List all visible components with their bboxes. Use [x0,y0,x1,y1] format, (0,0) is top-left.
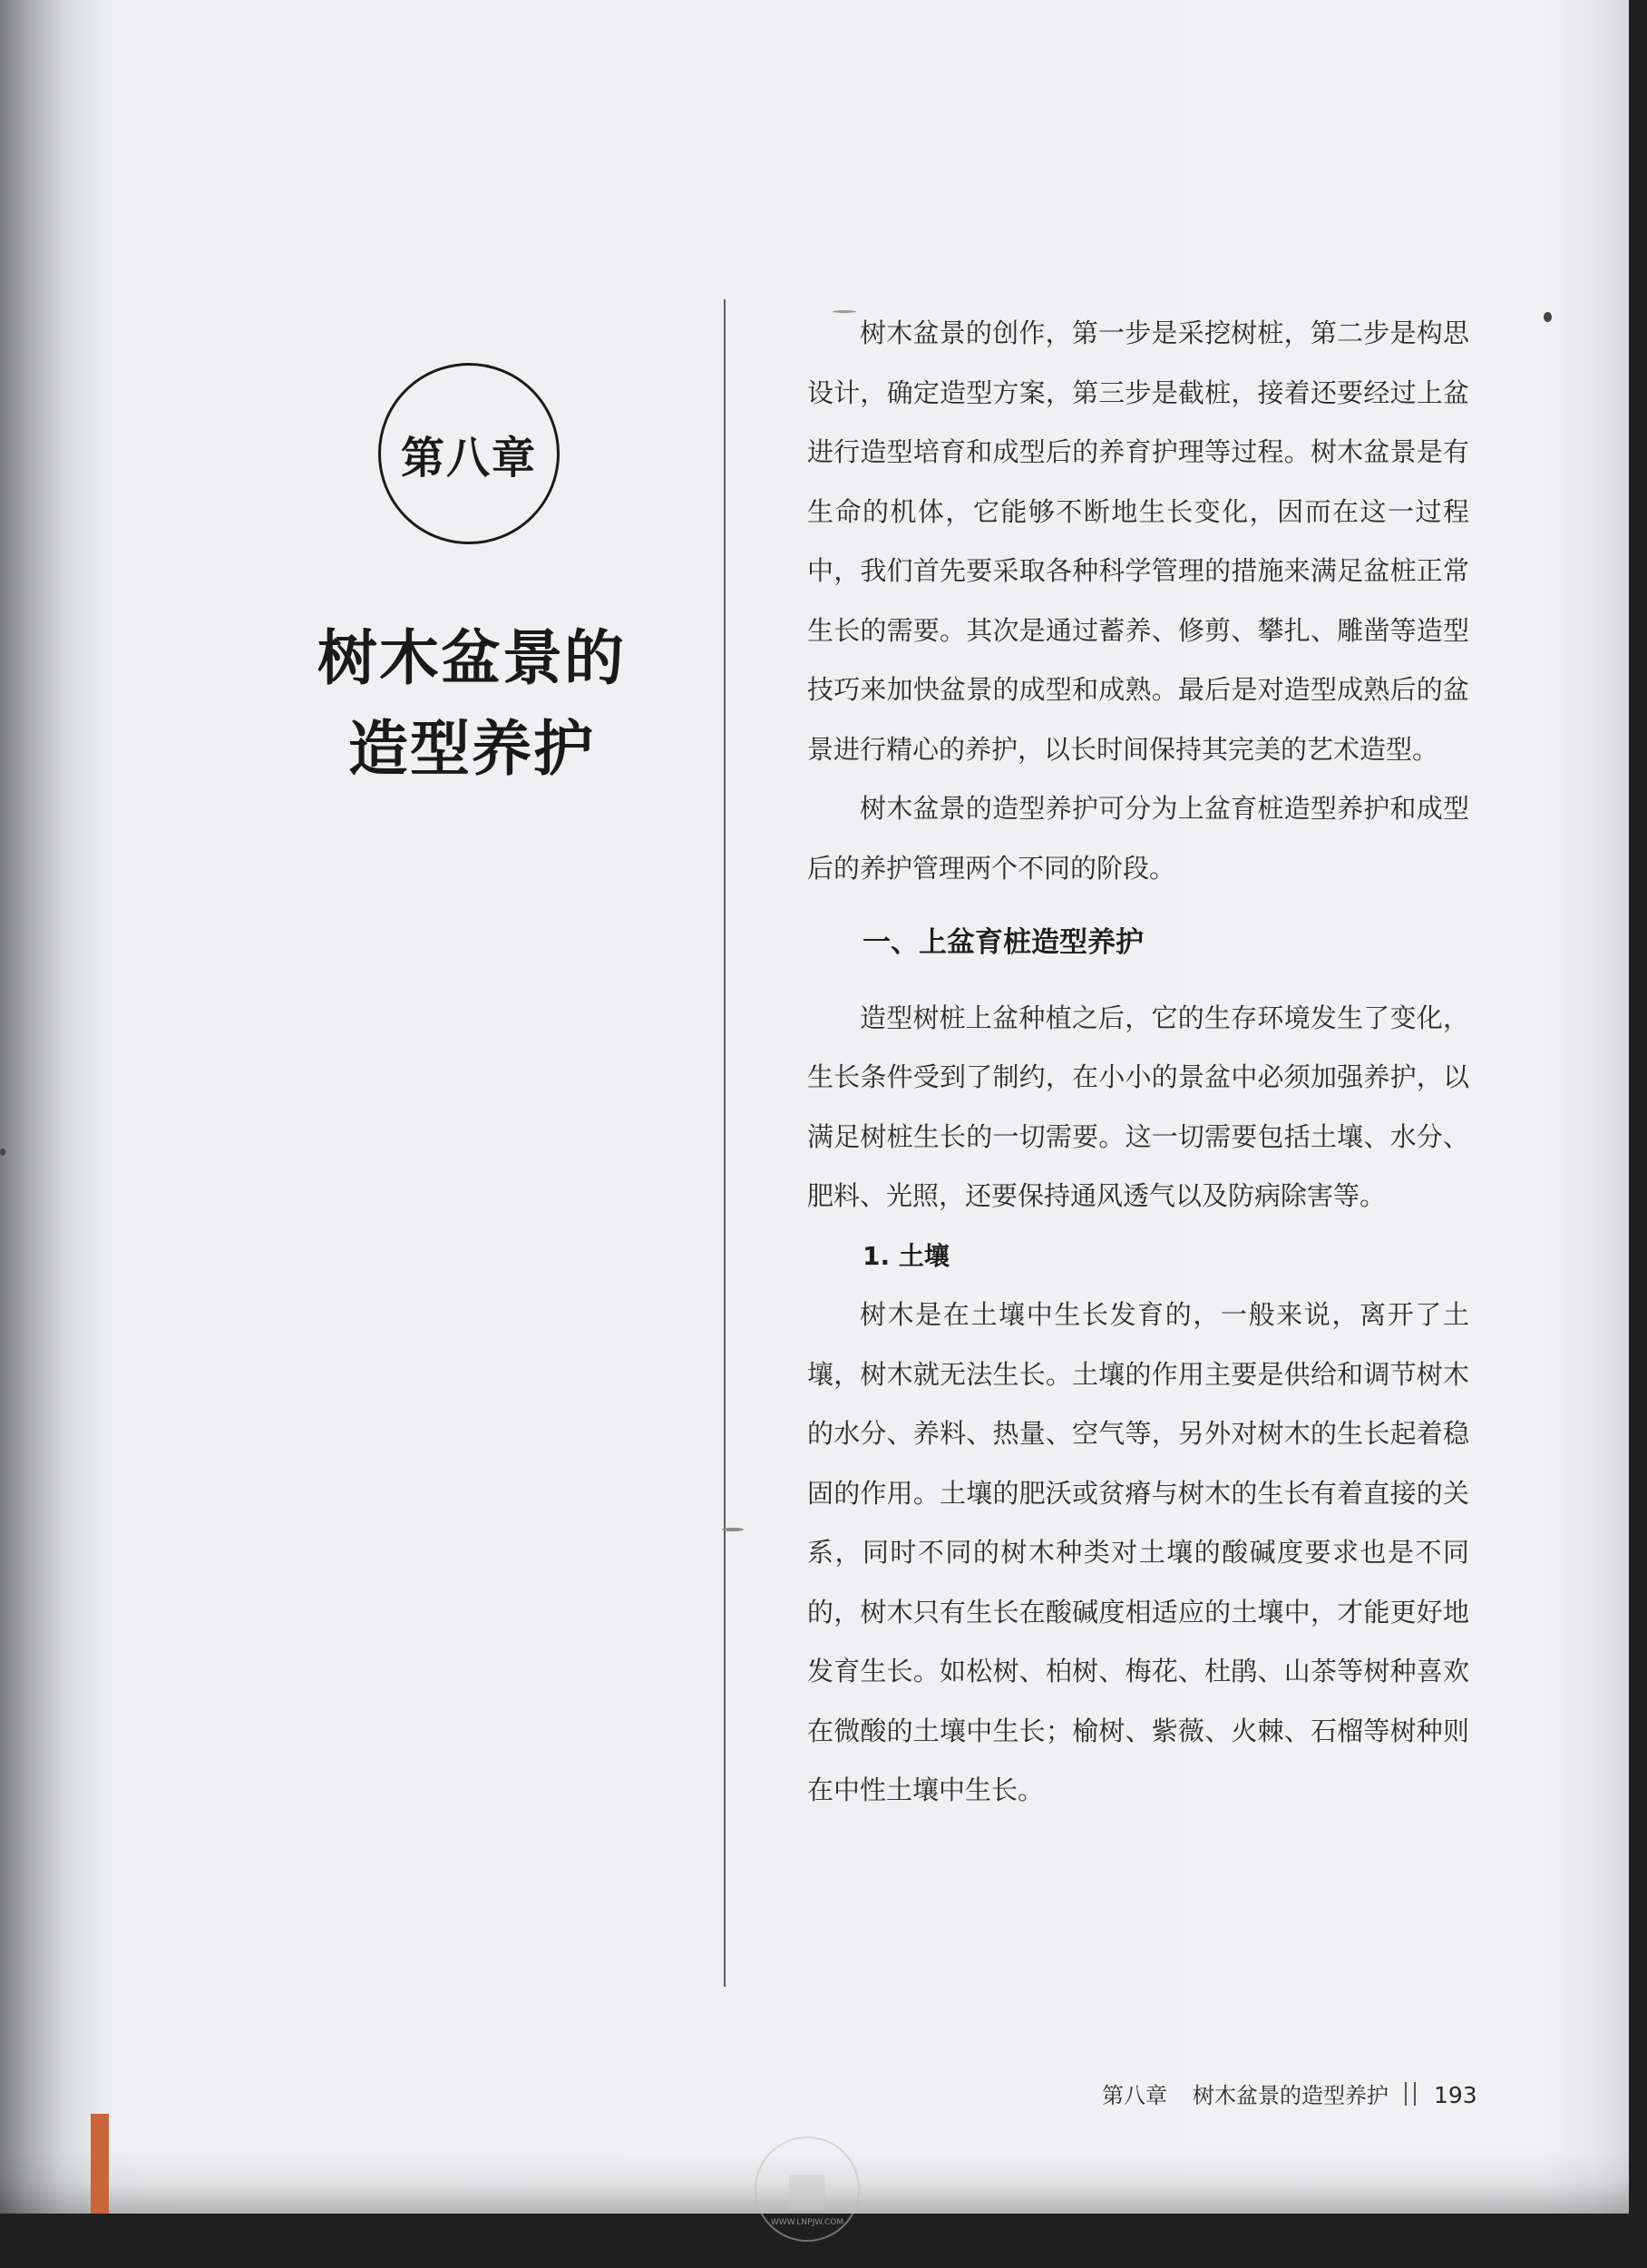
subsection-paragraph: 树木是在土壤中生长发育的，一般来说，离开了土壤，树木就无法生长。土壤的作用主要是供给和调节树木的水分、养料、热量、空气等，另外对树木的生长起着稳固的作用。土壤的肥沃或贫瘠与树木的生长有着直接的关系，同时不同的树木种类对土壤的酸碱度要求也是不同的，树木只有生长在酸碱度相适应的土壤中，才能更好地发育生长。如松树、柏树、梅花、杜鹃、山茶等树种喜欢在微酸的土壤中生长；榆树、紫薇、火棘、石榴等树种则在中性土壤中生长。 [807,1299,1469,1805]
body-text-column [807,304,1469,1821]
scan-speck [1544,312,1552,322]
section-heading: 一、上盆育桩造型养护 [862,926,1144,959]
intro-paragraph-2: 树木盆景的造型养护可分为上盆育桩造型养护和成型后的养护管理两个不同的阶段。 [807,793,1469,884]
chapter-title-line-1: 树木盆景的 [317,623,626,693]
scan-speck [722,1528,744,1531]
page-footer [1102,2077,1477,2109]
chapter-title [272,613,671,795]
watermark-logo [755,2136,860,2242]
column-divider [724,299,726,1987]
watermark-emblem-icon [789,2175,825,2211]
footer-chapter-title: 树木盆景的造型养护 [1193,2083,1389,2108]
footer-chapter-label: 第八章 [1102,2083,1167,2108]
scan-speck [0,1149,5,1156]
section-paragraph: 造型树桩上盆种植之后，它的生存环境发生了变化，生长条件受到了制约，在小小的景盆中必须加强养护，以满足树桩生长的一切需要。这一切需要包括土壤、水分、肥料、光照，还要保持通风透气以及防病除害等。 [807,1002,1469,1211]
intro-paragraph-1: 树木盆景的创作，第一步是采挖树桩，第二步是构思设计，确定造型方案，第三步是截桩，接着还要经过上盆进行造型培育和成型后的养育护理等过程。树木盆景是有生命的机体，它能够不断地生长变化，因而在这一过程中，我们首先要采取各种科学管理的措施来满足盆桩正常生长的需要。其次是通过蓄养、修剪、攀扎、雕凿等造型技巧来加快盆景的成型和成熟。最后是对造型成熟后的盆景进行精心的养护，以长时间保持其完美的艺术造型。 [807,318,1469,765]
page-number: 193 [1434,2082,1477,2108]
chapter-number: 第八章 [400,432,537,484]
chapter-title-line-2: 造型养护 [348,714,595,784]
watermark-url: WWW.LNPJW.COM [770,2218,844,2227]
scan-speck [833,310,856,313]
chapter-number-badge [378,363,560,544]
subsection-heading: 1. 土壤 [862,1240,950,1271]
book-spine-edge [91,2114,109,2214]
footer-separator [1405,2082,1416,2106]
